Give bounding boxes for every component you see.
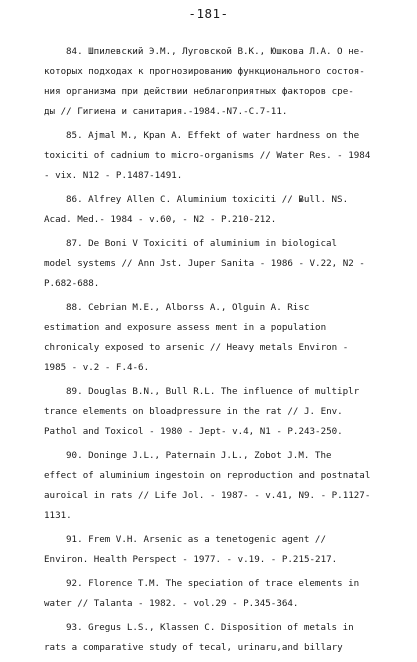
- reference-entry: [44, 234, 379, 294]
- reference-entry: [44, 618, 379, 658]
- reference-line: water // Talanta - 1982. - vol.29 - P.345-364.: [44, 598, 299, 609]
- reference-line: ды // Гигиена и санитария.-1984.-N7.-С.7-11.: [44, 106, 288, 117]
- reference-line: effect of aluminium ingestoin on reproduction and postnatal: [44, 470, 371, 481]
- reference-line: ния организма при действии неблагоприятных факторов сре-: [44, 86, 354, 97]
- reference-line: Pathol and Toxicol - 1980 - Jept- v.4, N1 - P.243-250.: [44, 426, 343, 437]
- reference-line: 1131.: [44, 510, 72, 521]
- reference-line: - vix. N12 - P.1487-1491.: [44, 170, 183, 181]
- reference-list: [44, 42, 379, 662]
- reference-line: 88. Cebrian M.E., Alborss A., Olguin A. Risc: [66, 302, 310, 313]
- reference-line: которых подходах к прогнозированию функционального состоя-: [44, 66, 365, 77]
- reference-line: 91. Frem V.H. Arsenic as a tenetogenic agent //: [66, 534, 326, 545]
- reference-line: 93. Gregus L.S., Klassen C. Disposition of metals in: [66, 622, 354, 633]
- reference-line: toxiciti of cadnium to micro-organisms // Water Res. - 1984: [44, 150, 371, 161]
- reference-line: 86. Alfrey Allen C. Aluminium toxiciti // Bull. NS.: [66, 194, 349, 205]
- reference-line: 85. Ajmal M., Kpan A. Effekt of water hardness on the: [66, 130, 360, 141]
- reference-line: auroical in rats // Life Jol. - 1987- - v.41, N9. - P.1127-: [44, 490, 371, 501]
- reference-line: trance elements on bloadpressure in the rat // J. Env.: [44, 406, 343, 417]
- page-number: -181-: [188, 6, 229, 21]
- reference-entry: [44, 190, 379, 230]
- reference-line: estimation and exposure assess ment in a population: [44, 322, 327, 333]
- reference-line: Acad. Med.- 1984 - v.60, - N2 - P.210-212.: [44, 214, 277, 225]
- reference-line: 84. Шпилевский Э.М., Луговской В.К., Юшкова Л.А. О не-: [66, 46, 365, 57]
- reference-line: P.682-688.: [44, 278, 100, 289]
- reference-line: rats a comparative study of tecal, urinaru,and billary: [44, 642, 343, 653]
- reference-entry: [44, 298, 379, 378]
- reference-line: 90. Doninge J.L., Paternain J.L., Zobot J.M. The: [66, 450, 332, 461]
- reference-line: 89. Douglas B.N., Bull R.L. The influence of multiplr: [66, 386, 360, 397]
- reference-entry: [44, 574, 379, 614]
- reference-entry: [44, 42, 379, 122]
- reference-line: 1985 - v.2 - F.4-6.: [44, 362, 150, 373]
- reference-entry: [44, 382, 379, 442]
- reference-entry: [44, 446, 379, 526]
- reference-line: 87. De Boni V Toxiciti of aluminium in biological: [66, 238, 338, 249]
- reference-entry: [44, 126, 379, 186]
- reference-line: 92. Florence T.M. The speciation of trace elements in: [66, 578, 360, 589]
- reference-line: chronicaly exposed to arsenic // Heavy metals Environ -: [44, 342, 349, 353]
- reference-line: Environ. Health Perspect - 1977. - v.19. - P.215-217.: [44, 554, 338, 565]
- reference-line: model systems // Ann Jst. Juper Sanita - 1986 - V.22, N2 -: [44, 258, 365, 269]
- reference-entry: [44, 530, 379, 570]
